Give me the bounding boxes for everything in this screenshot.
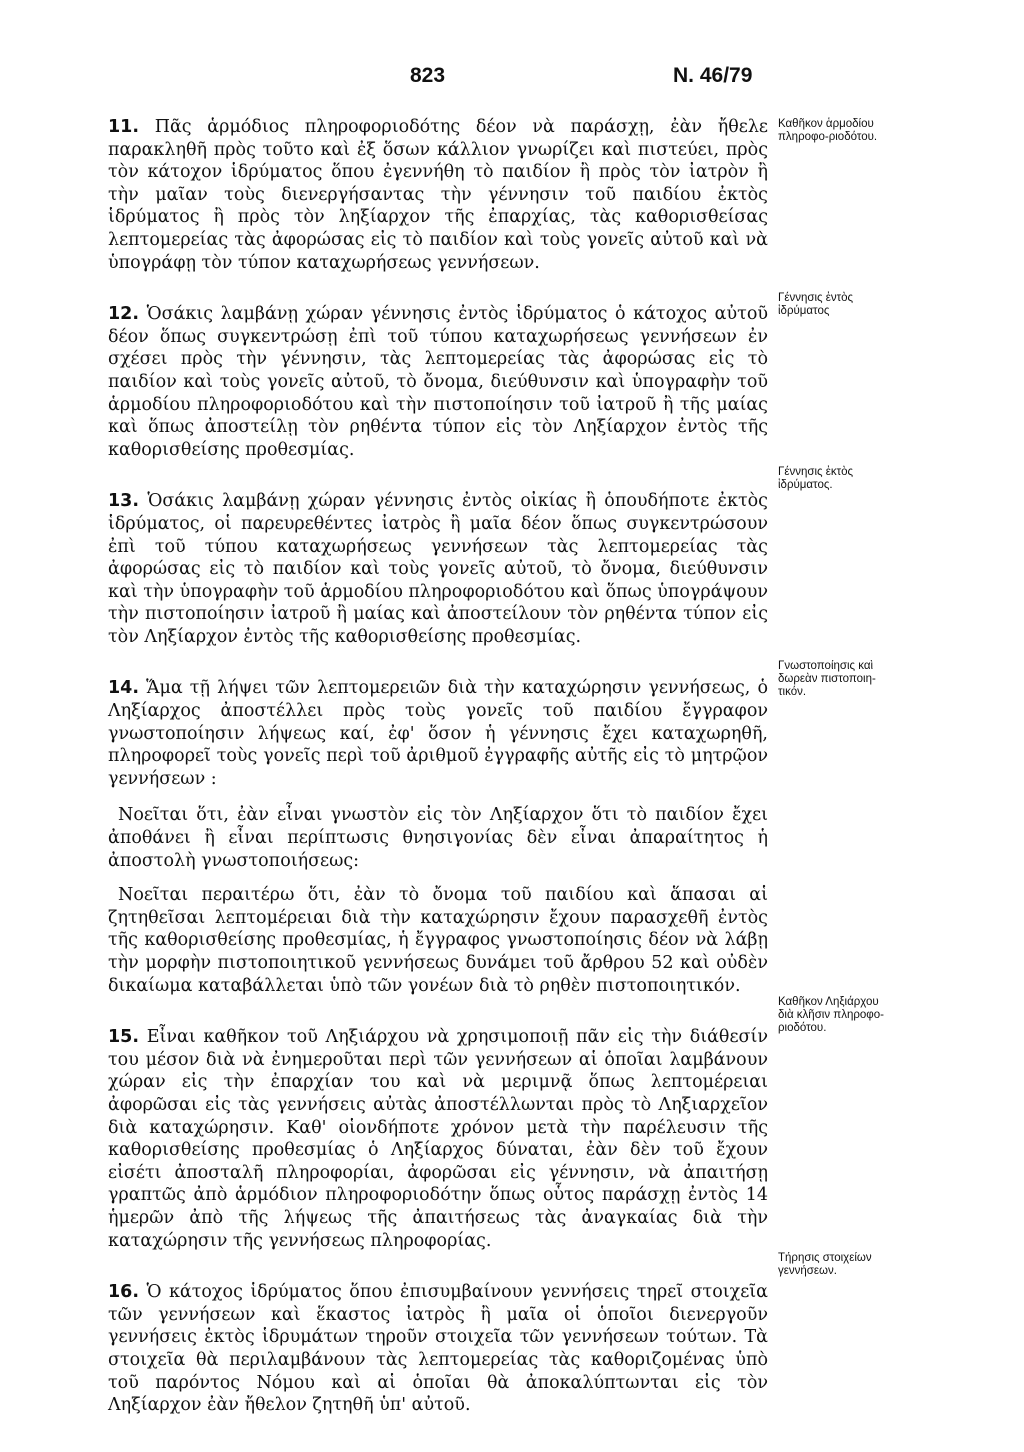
law-reference: N. 46/79 <box>673 64 753 87</box>
article-11 <box>108 116 768 274</box>
article-14 <box>108 677 768 790</box>
article-13 <box>108 490 768 648</box>
article-number: 14. <box>108 678 140 699</box>
article-number: 11. <box>108 117 140 137</box>
article-16 <box>108 1281 768 1417</box>
article-12 <box>108 303 768 461</box>
article-number: 13. <box>108 491 140 512</box>
article-number: 12. <box>108 304 140 325</box>
article-text: Ὁσάκις λαμβάνῃ χώραν γέννησις ἐντὸς ἱδρύματος ὁ κάτοχος αὐτοῦ δέον ὅπως συγκεντρώσῃ ἐπὶ τοῦ τύπου καταχωρήσεως γεννήσεων ἐν σχέσει πρὸς τὴν γέννησιν, τὰς λεπτομερείας τὰς ἀφορώσας εἰς τὸ παιδίον καὶ τοὺς γονεῖς αὐτοῦ, τὸ ὄνομα, διεύθυνσιν καὶ ὑπογραφὴν τοῦ ἁρμοδίου πληροφοριοδότου καὶ τὴν πιστοποίησιν τοῦ ἰατροῦ ἢ τῆς μαίας καὶ ὅπως ἀποστείλῃ τὸν ρηθέντα τύπον εἰς τὸν Ληξίαρχον ἐντὸς τῆς καθορισθείσης προθεσμίας. <box>108 304 768 460</box>
margin-note-15: Καθῆκον Ληξιάρχου διὰ κλῆσιν πληροφο-ριοδότου. <box>778 996 884 1034</box>
article-text: Ἅμα τῇ λήψει τῶν λεπτομερειῶν διὰ τὴν καταχώρησιν γεννήσεως, ὁ Ληξίαρχος ἀποστέλλει πρὸς τοὺς γονεῖς τοῦ παιδίου ἔγγραφον γνωστοποίησιν λήψεως καί, ἐφ' ὅσον ἡ γέννησις ἔχει καταχωρηθῆ, πληροφορεῖ τοὺς γονεῖς περὶ τοῦ ἀριθμοῦ ἐγγραφῆς αὐτῆς εἰς τὸ μητρῷον γεννήσεων : <box>108 678 768 789</box>
article-text: Εἶναι καθῆκον τοῦ Ληξιάρχου νὰ χρησιμοποιῇ πᾶν εἰς τὴν διάθεσίν του μέσον διὰ νὰ ἐνημεροῦται περὶ τῶν γεννήσεων αἱ ὁποῖαι λαμβάνουν χώραν εἰς τὴν ἐπαρχίαν του καὶ νὰ μεριμνᾷ ὅπως λεπτομέρειαι ἀφορῶσαι εἰς τὰς γεννήσεις αὐτὰς ἀποστέλλωνται πρὸς τὸ Ληξιαρχεῖον διὰ καταχώρησιν. Καθ' οἱονδήποτε χρόνον μετὰ τὴν παρέλευσιν τῆς καθορισθείσης προθεσμίας ὁ Ληξίαρχος δύναται, ἐὰν δὲν τοῦ ἔχουν εἰσέτι ἀποσταλῆ πληροφορίαι, ἀφορῶσαι εἰς γέννησιν, νὰ ἀπαιτήσῃ γραπτῶς ἀπὸ ἁρμόδιον πληροφοριοδότην ὅπως οὗτος παράσχῃ ἐντὸς 14 ἡμερῶν ἀπὸ τῆς λήψεως τῆς ἀπαιτήσεως τὰς ἀναγκαίας διὰ τὴν καταχώρησιν τῆς γεννήσεως πληροφορίας. <box>108 1027 768 1251</box>
margin-note-16: Τήρησις στοιχείων γεννήσεων. <box>778 1252 872 1277</box>
page-number: 823 <box>410 64 446 87</box>
margin-note-13: Γέννησις ἐκτὸς ἱδρύματος. <box>778 466 854 491</box>
proviso-1: Νοεῖται ὅτι, ἐὰν εἶναι γνωστὸν εἰς τὸν Ληξίαρχον ὅτι τὸ παιδίον ἔχει ἀποθάνει ἢ εἶναι περίπτωσις θνησιγονίας δὲν εἶναι ἀπαραίτητος ἡ ἀποστολὴ γνωστοποιήσεως: <box>108 805 768 871</box>
proviso-2: Νοεῖται περαιτέρω ὅτι, ἐὰν τὸ ὄνομα τοῦ παιδίου καὶ ἅπασαι αἱ ζητηθεῖσαι λεπτομέρειαι διὰ τὴν καταχώρησιν ἔχουν παρασχεθῆ ἐντὸς τῆς καθορισθείσης προθεσμίας, ἡ ἔγγραφος γνωστοποίησις δέον νὰ λάβῃ τὴν μορφὴν πιστοποιητικοῦ γεννήσεως δυνάμει τοῦ ἄρθρου 52 καὶ οὐδὲν δικαίωμα καταβάλλεται ὑπὸ τῶν γονέων διὰ τὸ ρηθὲν πιστοποιητικόν. <box>108 885 768 996</box>
main-text <box>108 116 768 1446</box>
article-15 <box>108 1026 768 1252</box>
margin-note-12: Γέννησις ἐντὸς ἱδρύματος <box>778 292 854 317</box>
margin-note-14: Γνωστοποίησις καὶ δωρεὰν πιστοποιη-τικόν. <box>778 660 876 698</box>
margin-note-11: Καθῆκον ἁρμοδίου πληροφο-ριοδότου. <box>778 118 878 143</box>
article-text: Πᾶς ἁρμόδιος πληροφοριοδότης δέον νὰ παράσχῃ, ἐὰν ἤθελε παρακληθῆ πρὸς τοῦτο καὶ ἐξ ὅσων κάλλιον γνωρίζει καὶ πιστεύει, πρὸς τὸν κάτοχον ἱδρύματος ὅπου ἐγεννήθη τὸ παιδίον ἢ πρὸς τὸν ἰατρὸν ἢ τὴν μαῖαν τοὺς διενεργήσαντας τὴν γέννησιν τοῦ παιδίου ἐκτὸς ἱδρύματος ἢ πρὸς τὸν ληξίαρχον τῆς ἐπαρχίας, τὰς καθορισθείσας λεπτομερείας τὰς ἀφορώσας εἰς τὸ παιδίον καὶ τοὺς γονεῖς αὐτοῦ καὶ νὰ ὑπογράφῃ τὸν τύπον καταχωρήσεως γεννήσεων. <box>108 117 768 273</box>
article-number: 16. <box>108 1282 140 1303</box>
article-text: Ὁ κάτοχος ἱδρύματος ὅπου ἐπισυμβαίνουν γεννήσεις τηρεῖ στοιχεῖα τῶν γεννήσεων καὶ ἕκαστος ἰατρὸς ἢ μαῖα οἱ ὁποῖοι διενεργοῦν γεννήσεις ἐκτὸς ἱδρυμάτων τηροῦν στοιχεῖα τῶν γεννήσεων τούτων. Τὰ στοιχεῖα θὰ περιλαμβάνουν τὰς λεπτομερείας τὰς καθοριζομένας ὑπὸ τοῦ παρόντος Νόμου καὶ αἱ ὁποῖαι θὰ ἀποκαλύπτωνται εἰς τὸν Ληξίαρχον ἐὰν ἤθελον ζητηθῆ ὑπ' αὐτοῦ. <box>108 1282 768 1416</box>
page-header <box>0 64 1024 94</box>
article-number: 15. <box>108 1027 140 1048</box>
article-text: Ὁσάκις λαμβάνῃ χώραν γέννησις ἐντὸς οἰκίας ἢ ὁπουδήποτε ἐκτὸς ἱδρύματος, οἱ παρευρεθέντες ἰατρὸς ἢ μαῖα δέον ὅπως συγκεντρώσουν ἐπὶ τοῦ τύπου καταχωρήσεως γεννήσεων τὰς λεπτομερείας τὰς ἀφορώσας εἰς τὸ παιδίον καὶ τοὺς γονεῖς αὐτοῦ, τὸ ὄνομα, διεύθυνσιν καὶ τὴν ὑπογραφὴν τοῦ ἁρμοδίου πληροφοριοδότου καὶ ὅπως ὑπογράψουν τὴν πιστοποίησιν ἰατροῦ ἢ μαίας καὶ ἀποστείλουν τὸν ρηθέντα τύπον εἰς τὸν Ληξίαρχον ἐντὸς τῆς καθορισθείσης προθεσμίας. <box>108 491 768 647</box>
